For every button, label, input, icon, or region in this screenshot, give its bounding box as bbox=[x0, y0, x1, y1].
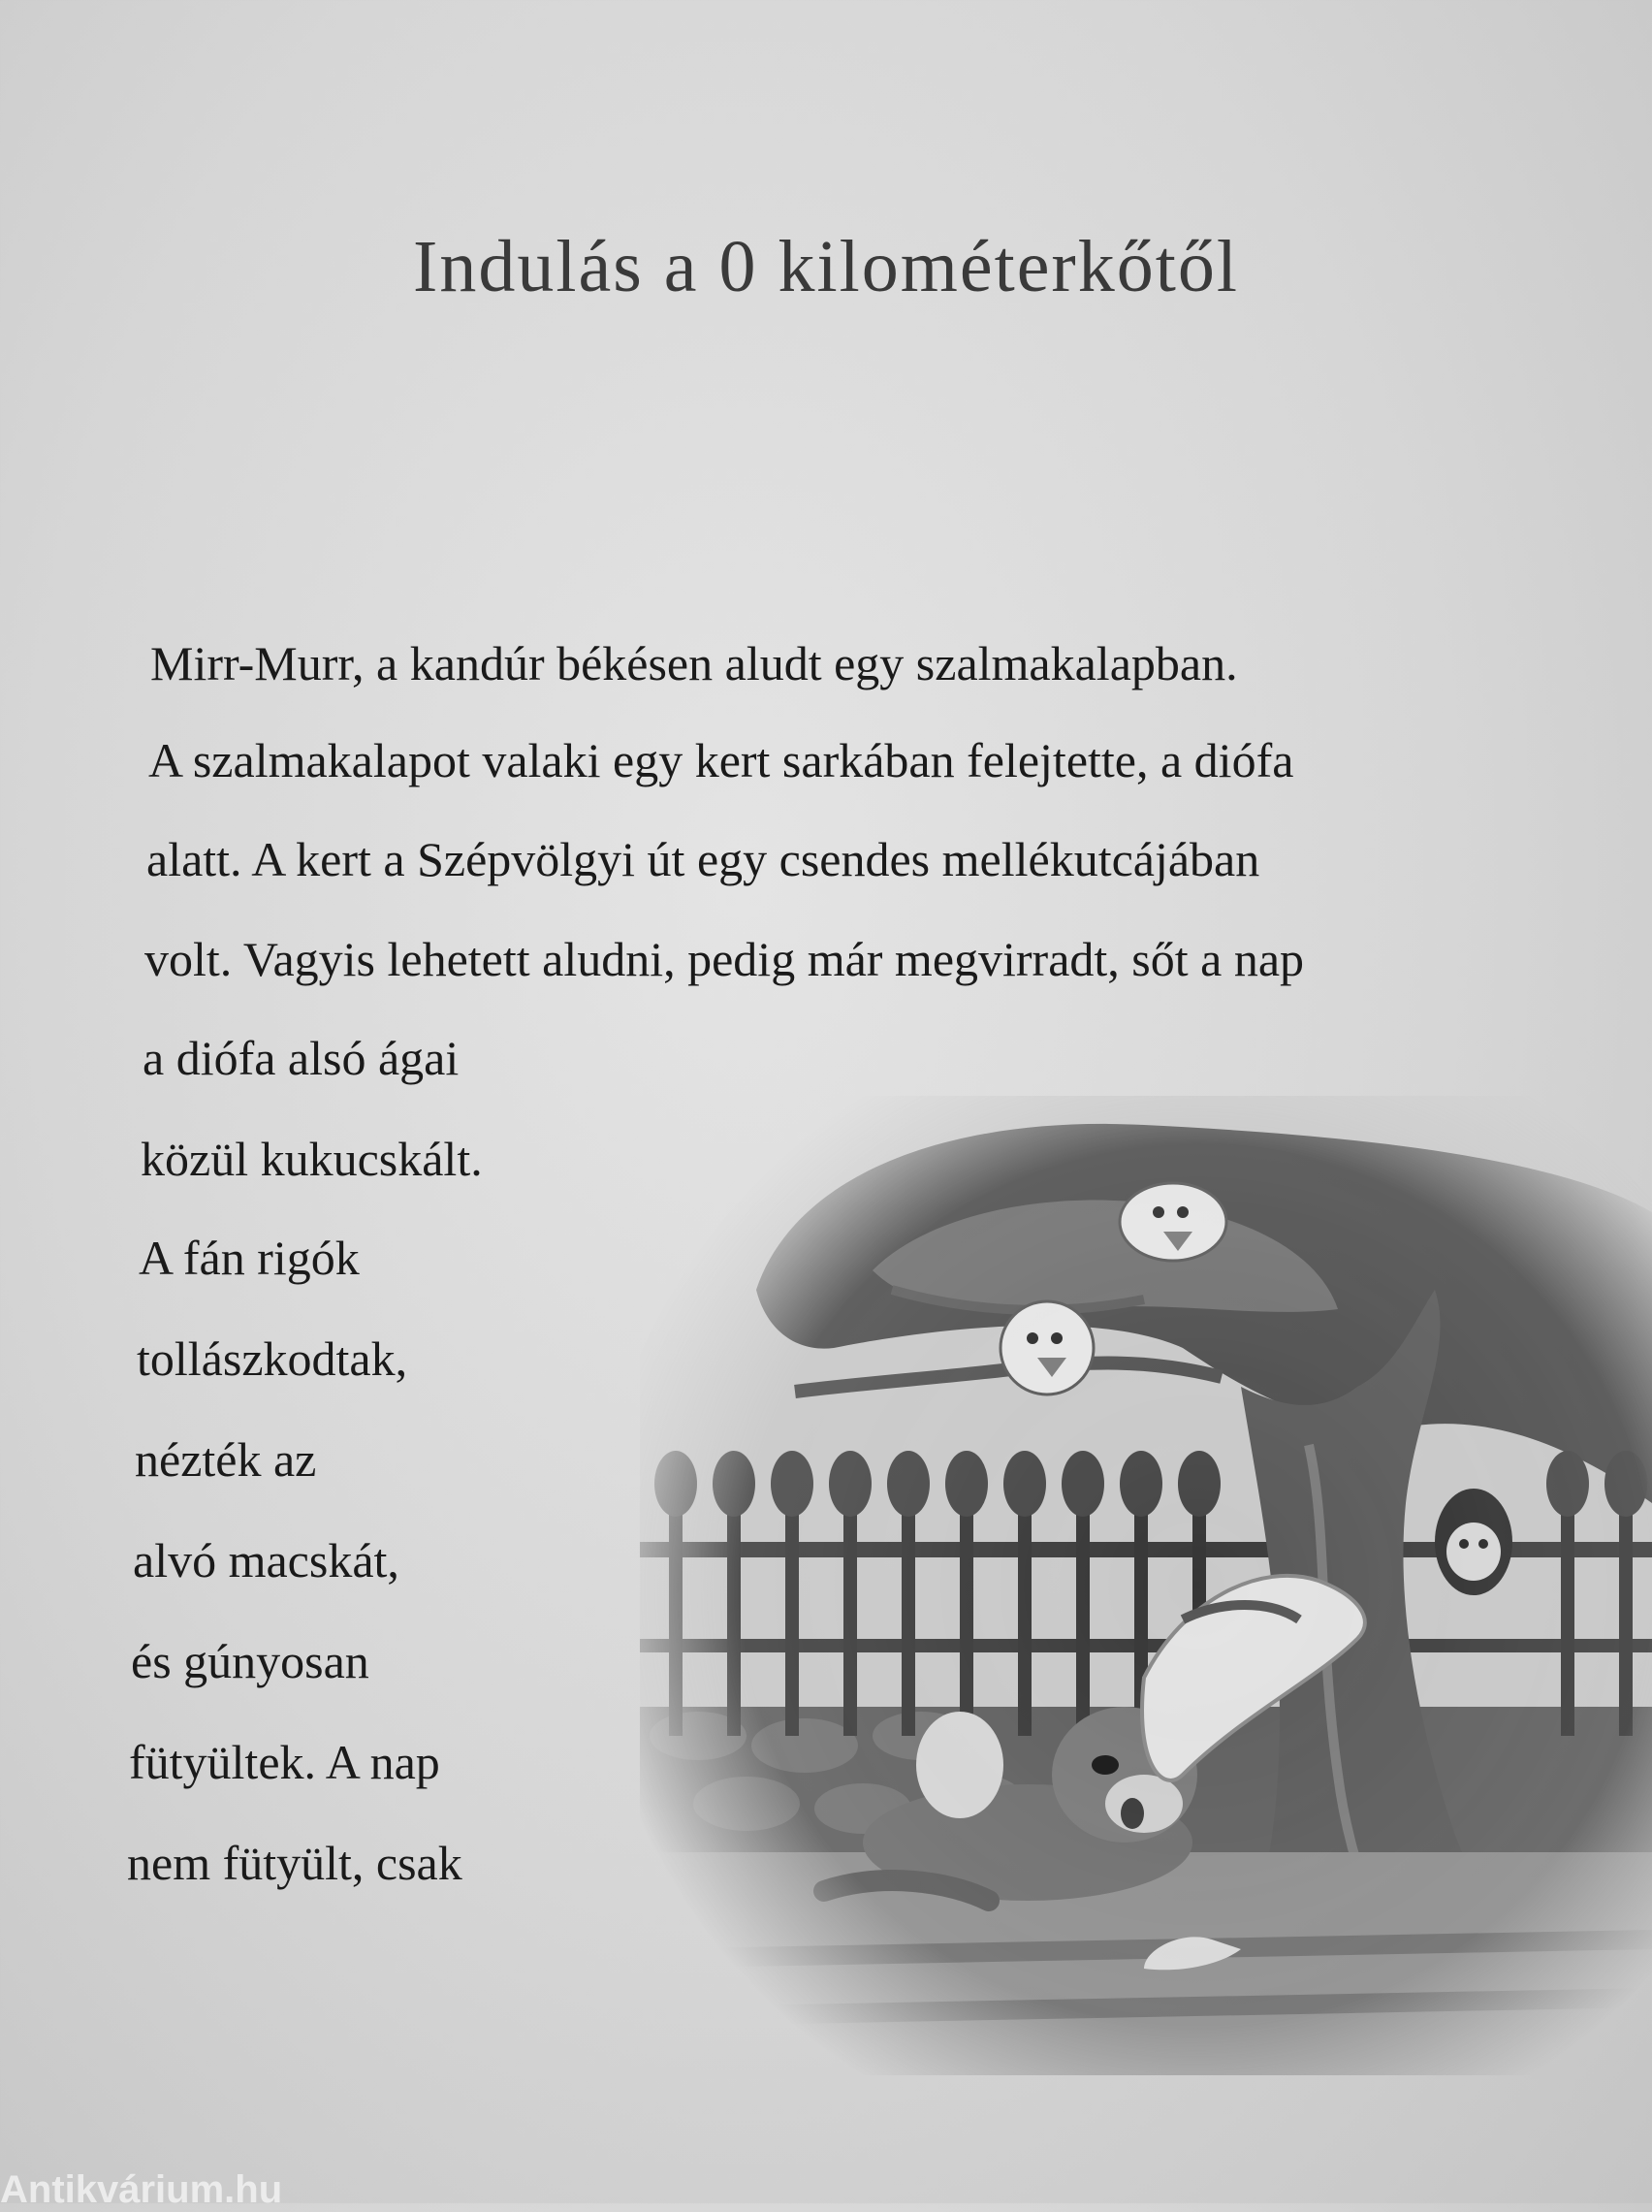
text-line: volt. Vagyis lehetett aludni, pedig már megvirradt, sőt a nap bbox=[144, 932, 1305, 986]
text-line: a diófa alsó ágai bbox=[143, 1031, 460, 1085]
text-line: fütyültek. A nap bbox=[129, 1735, 440, 1789]
text-line: A szalmakalapot valaki egy kert sarkában felejtette, a diófa bbox=[148, 733, 1294, 787]
text-line: A fán rigók bbox=[139, 1231, 360, 1285]
text-line: Mirr-Murr, a kandúr békésen aludt egy szalmakalapban. bbox=[150, 636, 1238, 690]
text-line: alatt. A kert a Szépvölgyi út egy csendes mellékutcájában bbox=[146, 832, 1260, 886]
cat-under-tree-illustration bbox=[640, 1096, 1652, 2075]
text-line: közül kukucskált. bbox=[141, 1132, 483, 1186]
text-line: és gúnyosan bbox=[131, 1634, 369, 1688]
page-title: Indulás a 0 kilométerkőtől bbox=[413, 226, 1239, 307]
watermark: Antikvárium.hu bbox=[0, 2168, 283, 2211]
text-line: tollászkodtak, bbox=[137, 1331, 408, 1386]
text-line: alvó macskát, bbox=[133, 1533, 399, 1587]
text-line: nézték az bbox=[135, 1432, 317, 1487]
text-line: nem fütyült, csak bbox=[127, 1836, 462, 1890]
